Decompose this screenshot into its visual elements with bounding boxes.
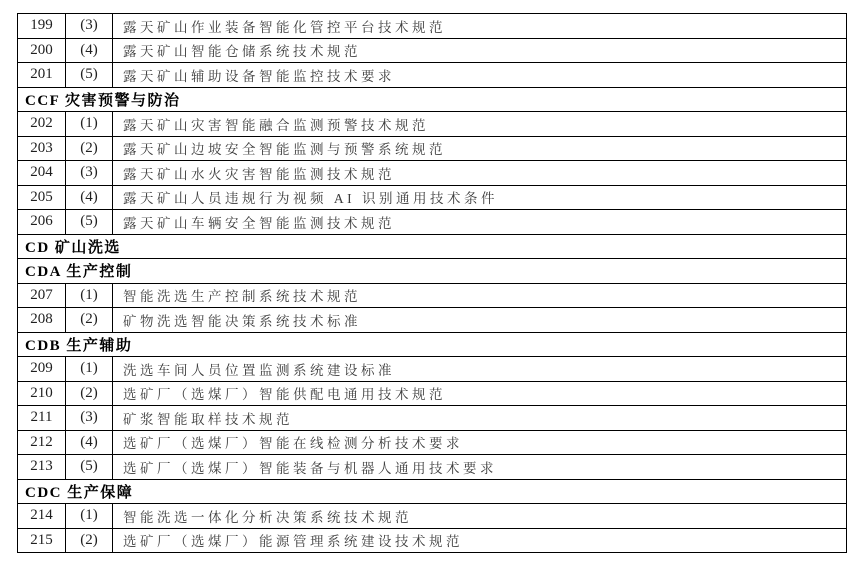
row-number: 211 — [18, 406, 66, 431]
section-label: CDC 生产保障 — [18, 479, 847, 504]
table-row — [18, 38, 847, 63]
section-row — [18, 479, 847, 504]
section-row — [18, 259, 847, 284]
row-subnumber: (5) — [66, 210, 113, 235]
table-row — [18, 136, 847, 161]
row-subnumber: (2) — [66, 308, 113, 333]
table-row — [18, 14, 847, 39]
row-subnumber: (3) — [66, 406, 113, 431]
row-number: 203 — [18, 136, 66, 161]
section-label: CDB 生产辅助 — [18, 332, 847, 357]
table-row — [18, 63, 847, 88]
table-row — [18, 504, 847, 529]
row-subnumber: (2) — [66, 136, 113, 161]
row-subnumber: (4) — [66, 430, 113, 455]
section-row — [18, 332, 847, 357]
row-title: 洗选车间人员位置监测系统建设标准 — [113, 357, 847, 382]
row-title: 露天矿山水火灾害智能监测技术规范 — [113, 161, 847, 186]
standards-table-body — [18, 14, 847, 553]
row-title: 露天矿山作业装备智能化管控平台技术规范 — [113, 14, 847, 39]
row-number: 200 — [18, 38, 66, 63]
table-row — [18, 185, 847, 210]
row-title: 选矿厂（选煤厂）智能供配电通用技术规范 — [113, 381, 847, 406]
row-subnumber: (3) — [66, 161, 113, 186]
table-row — [18, 357, 847, 382]
row-number: 215 — [18, 528, 66, 553]
row-number: 209 — [18, 357, 66, 382]
row-subnumber: (1) — [66, 112, 113, 137]
row-number: 201 — [18, 63, 66, 88]
row-title: 选矿厂（选煤厂）智能在线检测分析技术要求 — [113, 430, 847, 455]
row-title: 选矿厂（选煤厂）能源管理系统建设技术规范 — [113, 528, 847, 553]
standards-table — [17, 13, 847, 553]
row-subnumber: (1) — [66, 357, 113, 382]
table-row — [18, 381, 847, 406]
row-title: 选矿厂（选煤厂）智能装备与机器人通用技术要求 — [113, 455, 847, 480]
row-title: 智能洗选生产控制系统技术规范 — [113, 283, 847, 308]
row-number: 210 — [18, 381, 66, 406]
table-row — [18, 161, 847, 186]
section-row — [18, 234, 847, 259]
section-label: CCF 灾害预警与防治 — [18, 87, 847, 112]
row-title: 露天矿山车辆安全智能监测技术规范 — [113, 210, 847, 235]
row-subnumber: (1) — [66, 283, 113, 308]
row-subnumber: (5) — [66, 455, 113, 480]
row-subnumber: (3) — [66, 14, 113, 39]
row-number: 199 — [18, 14, 66, 39]
table-row — [18, 528, 847, 553]
row-number: 214 — [18, 504, 66, 529]
row-title: 矿物洗选智能决策系统技术标准 — [113, 308, 847, 333]
row-number: 208 — [18, 308, 66, 333]
row-title: 露天矿山智能仓储系统技术规范 — [113, 38, 847, 63]
table-row — [18, 283, 847, 308]
row-subnumber: (4) — [66, 38, 113, 63]
table-row — [18, 406, 847, 431]
row-subnumber: (2) — [66, 528, 113, 553]
row-number: 212 — [18, 430, 66, 455]
row-number: 206 — [18, 210, 66, 235]
row-subnumber: (4) — [66, 185, 113, 210]
section-label: CDA 生产控制 — [18, 259, 847, 284]
row-title: 露天矿山边坡安全智能监测与预警系统规范 — [113, 136, 847, 161]
row-subnumber: (2) — [66, 381, 113, 406]
table-row — [18, 455, 847, 480]
section-label: CD 矿山洗选 — [18, 234, 847, 259]
row-subnumber: (1) — [66, 504, 113, 529]
table-row — [18, 210, 847, 235]
row-title: 露天矿山人员违规行为视频 AI 识别通用技术条件 — [113, 185, 847, 210]
table-row — [18, 112, 847, 137]
row-title: 智能洗选一体化分析决策系统技术规范 — [113, 504, 847, 529]
row-number: 204 — [18, 161, 66, 186]
table-row — [18, 430, 847, 455]
row-title: 露天矿山辅助设备智能监控技术要求 — [113, 63, 847, 88]
row-title: 露天矿山灾害智能融合监测预警技术规范 — [113, 112, 847, 137]
row-number: 207 — [18, 283, 66, 308]
row-number: 205 — [18, 185, 66, 210]
section-row — [18, 87, 847, 112]
row-subnumber: (5) — [66, 63, 113, 88]
table-row — [18, 308, 847, 333]
row-number: 202 — [18, 112, 66, 137]
row-title: 矿浆智能取样技术规范 — [113, 406, 847, 431]
row-number: 213 — [18, 455, 66, 480]
